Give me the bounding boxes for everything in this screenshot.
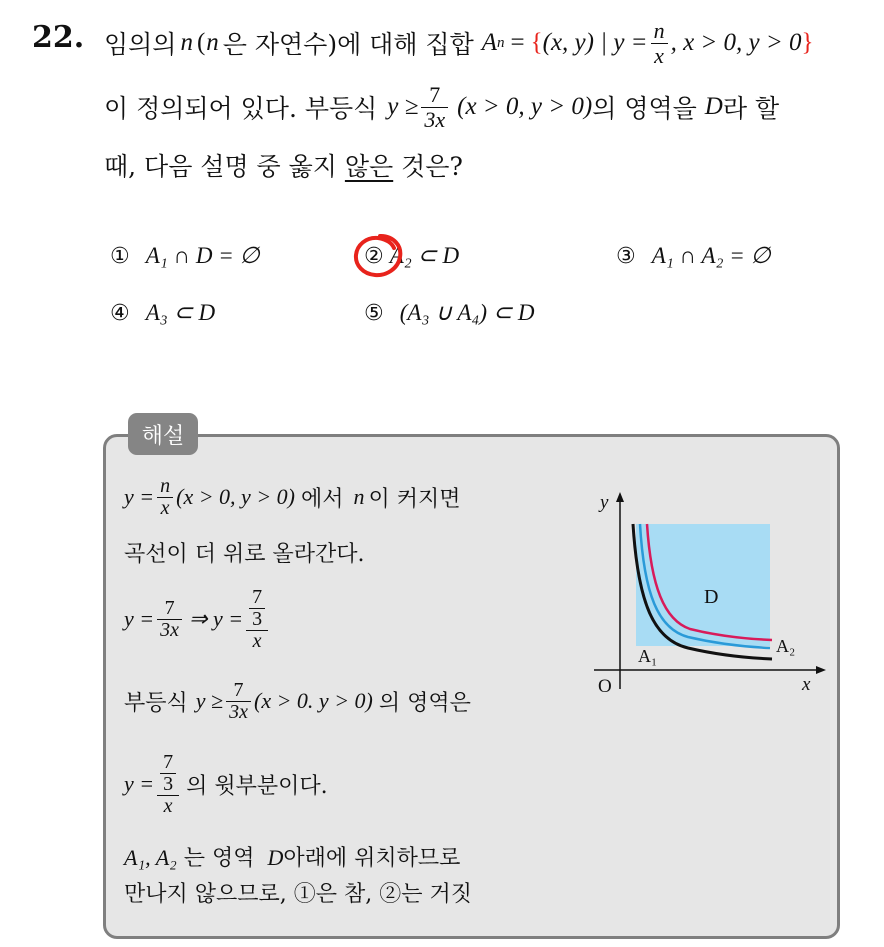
fraction-denominator: 3x [229, 700, 248, 723]
set-condition: , x > 0, y > 0 [670, 29, 802, 56]
set-brace-close: } [801, 29, 814, 56]
solution-text: 이 커지면 [368, 486, 461, 512]
choice-number: ② [364, 244, 384, 269]
set-name: A [481, 29, 498, 56]
region-name: D [267, 845, 284, 870]
question-text: 임의의 [104, 30, 177, 59]
solution-text: 에서 [301, 486, 344, 512]
fraction-numerator [246, 587, 268, 631]
choice-number: ⑤ [364, 301, 384, 326]
fraction-numerator: n [651, 19, 668, 43]
solution-line-1 [124, 470, 461, 524]
solution-math: (x > 0. y > 0) [254, 688, 373, 713]
curve-a1-label: A₁ [638, 646, 658, 666]
region-name: D [704, 93, 723, 120]
choice-expression: A₁ ∩ D = ∅ [145, 243, 260, 268]
y-axis-label: y [600, 492, 609, 513]
choice-expression: A₃ ⊂ D [145, 300, 216, 325]
fraction-denominator: x [160, 496, 170, 519]
region-graph [588, 484, 828, 694]
curve-a2-label: A₂ [776, 636, 796, 656]
solution-tag: 해설 [128, 413, 198, 455]
var-n: n [206, 29, 219, 56]
solution-text: 의 윗부분이다. [186, 773, 328, 799]
solution-math: ⇒ y = [189, 606, 244, 631]
fraction-numerator: 7 [421, 83, 448, 107]
solution-text: 의 영역은 [378, 690, 471, 716]
answer-mark-circle [350, 230, 406, 280]
solution-text: 는 영역 [183, 846, 255, 871]
fraction-denominator: 3 [163, 772, 174, 795]
x-axis-arrow [816, 666, 826, 674]
inner-fraction [249, 587, 265, 630]
question-text: 이 정의되어 있다. 부등식 [104, 94, 378, 123]
choice-1[interactable] [110, 243, 260, 269]
choice-expression: (A₃ ∪ A₄) ⊂ D [399, 300, 535, 325]
solution-line-4 [124, 672, 471, 730]
solution-fraction [157, 476, 173, 519]
underlined-word: 않은 [344, 152, 394, 181]
choice-number: ① [110, 244, 130, 269]
question-line-3 [104, 147, 463, 183]
choice-expression: A₂ ⊂ D [389, 243, 460, 268]
set-fraction [651, 19, 668, 66]
question-number: 22. [32, 20, 85, 55]
fraction-denominator: 3x [160, 618, 180, 641]
question-line-1 [104, 18, 814, 68]
set-subscript: n [497, 34, 505, 51]
solution-fraction [157, 598, 182, 641]
solution-line-3 [124, 574, 271, 664]
question-text: 은 자연수)에 대해 집합 [222, 30, 474, 59]
choice-expression: A₁ ∩ A₂ = ∅ [651, 243, 771, 268]
solution-line-6 [124, 841, 460, 872]
set-body: (x, y) | y = [542, 29, 648, 56]
question-text: 때, 다음 설명 중 옳지 [104, 152, 337, 181]
solution-complex-fraction [246, 587, 268, 652]
fraction-denominator: 3x [424, 106, 446, 132]
fraction-numerator: 7 [226, 680, 251, 702]
fraction-numerator [157, 752, 179, 796]
question-text: 라 할 [722, 94, 780, 123]
choice-number: ③ [616, 244, 636, 269]
x-axis-label: x [802, 674, 811, 694]
solution-text: 부등식 [124, 690, 188, 716]
fraction-denominator: x [163, 794, 173, 817]
solution-line-7: 만나지 않으므로, ①은 참, ②는 거짓 [124, 882, 472, 907]
solution-line-5 [124, 738, 328, 830]
question-text: 의 영역을 [592, 94, 697, 123]
solution-fraction [226, 680, 251, 723]
inequality-fraction [421, 83, 448, 130]
solution-complex-fraction [157, 752, 179, 817]
inequality-lhs: y ≥ [387, 93, 419, 120]
solution-math: y = [124, 484, 155, 509]
solution-line-2: 곡선이 더 위로 올라간다. [124, 542, 365, 567]
solution-math: A₁, A₂ [124, 845, 177, 870]
solution-math: y = [124, 771, 155, 796]
inner-fraction [160, 752, 176, 795]
question-line-2 [104, 82, 779, 132]
solution-text: 아래에 위치하므로 [283, 846, 461, 871]
fraction-numerator: 7 [249, 587, 265, 609]
var-n: n [180, 29, 193, 56]
choice-number: ④ [110, 301, 130, 326]
fraction-numerator: n [157, 476, 173, 498]
equals: = [510, 29, 525, 56]
choice-5[interactable] [364, 300, 534, 326]
solution-math: (x > 0, y > 0) [176, 484, 295, 509]
choice-4[interactable] [110, 300, 215, 326]
choice-3[interactable] [616, 243, 771, 269]
fraction-denominator: x [252, 629, 262, 652]
inequality-condition: (x > 0, y > 0) [457, 93, 593, 120]
region-label: D [704, 586, 719, 608]
question-text: 것은? [401, 152, 463, 181]
y-axis-arrow [616, 492, 624, 502]
fraction-numerator: 7 [160, 752, 176, 774]
answer-mark-stroke [356, 236, 400, 275]
solution-math: y ≥ [195, 688, 224, 713]
set-brace-open: { [530, 29, 543, 56]
origin-label: O [598, 676, 612, 694]
var-n: n [353, 484, 365, 509]
solution-math: y = [124, 606, 155, 631]
fraction-denominator: x [654, 42, 664, 68]
paren: ( [196, 29, 206, 56]
fraction-numerator: 7 [157, 598, 182, 620]
fraction-denominator: 3 [252, 607, 263, 630]
